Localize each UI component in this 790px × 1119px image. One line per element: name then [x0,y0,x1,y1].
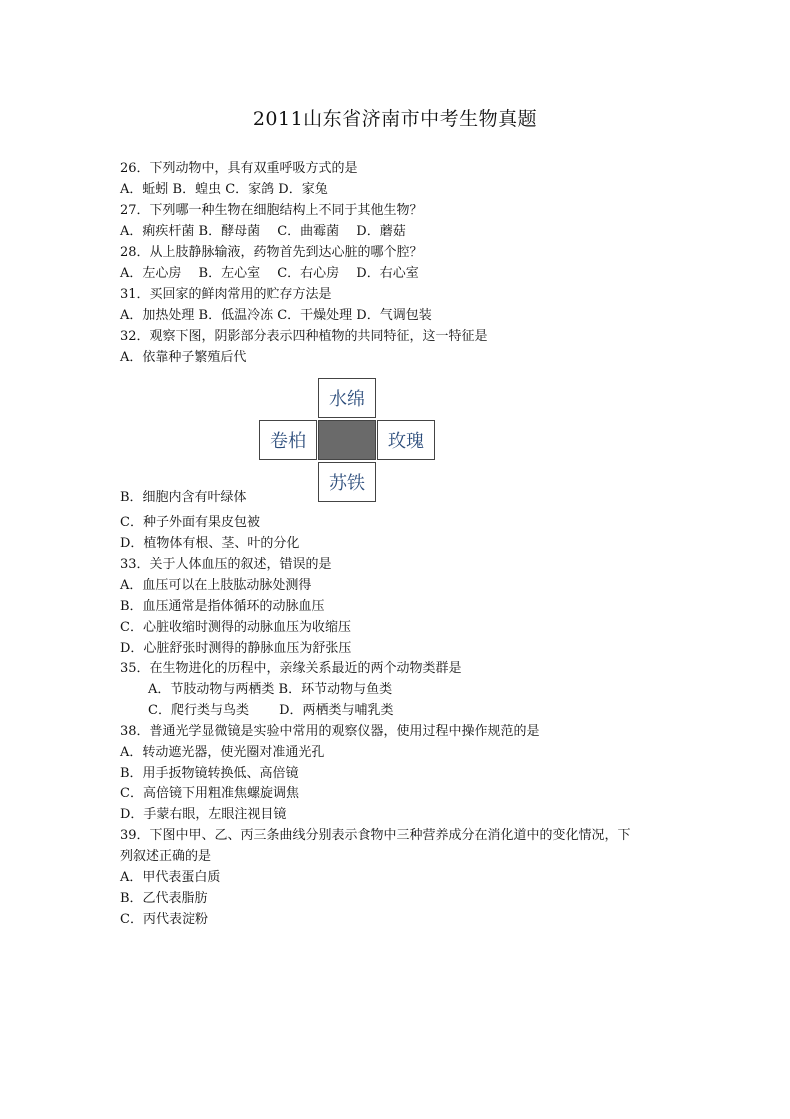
question-32: 32．观察下图，阴影部分表示四种植物的共同特征，这一特征是 [120,329,488,344]
question-38: 38．普通光学显微镜是实验中常用的观察仪器，使用过程中操作规范的是 [120,724,540,739]
question-38-option-c: C．高倍镜下用粗准焦螺旋调焦 [120,786,299,801]
diagram-shaded-center [318,420,376,460]
question-39-option-a: A．甲代表蛋白质 [120,870,221,885]
question-33-option-d: D．心脏舒张时测得的静脉血压为舒张压 [120,641,352,656]
question-31: 31．买回家的鲜肉常用的贮存方法是 [120,287,332,302]
question-39-option-c: C．丙代表淀粉 [120,912,208,927]
question-31-options: A．加热处理 B．低温冷冻 C．干燥处理 D．气调包装 [120,308,432,323]
question-35-options-ab: A．节肢动物与两栖类 B．环节动物与鱼类 [148,682,393,697]
question-39-option-b: B．乙代表脂肪 [120,891,208,906]
question-26-options: A．蚯蚓 B．蝗虫 C．家鸽 D．家兔 [120,182,328,197]
question-33-option-b: B．血压通常是指体循环的动脉血压 [120,599,325,614]
diagram-cell-right: 玫瑰 [377,420,435,460]
question-27-options: A．痢疾杆菌 B．酵母菌 C．曲霉菌 D．蘑菇 [120,224,406,239]
plant-venn-diagram [259,378,435,502]
question-38-option-b: B．用手扳物镜转换低、高倍镜 [120,766,299,781]
diagram-cell-top: 水绵 [318,378,376,418]
question-33-option-c: C．心脏收缩时测得的动脉血压为收缩压 [120,620,351,635]
question-32-option-b: B．细胞内含有叶绿体 [120,490,247,505]
question-38-option-d: D．手蒙右眼，左眼注视目镜 [120,807,287,822]
question-28-options: A．左心房 B．左心室 C．右心房 D．右心室 [120,266,419,281]
question-35: 35．在生物进化的历程中，亲缘关系最近的两个动物类群是 [120,661,462,676]
question-39: 39．下图中甲、乙、丙三条曲线分别表示食物中三种营养成分在消化道中的变化情况，下 [120,828,631,843]
diagram-cell-bottom: 苏铁 [318,462,376,502]
question-32-option-c: C．种子外面有果皮包被 [120,515,260,530]
page-title: 2011山东省济南市中考生物真题 [252,108,538,130]
question-32-option-d: D．植物体有根、茎、叶的分化 [120,536,300,551]
question-38-option-a: A．转动遮光器，使光圈对准通光孔 [120,745,325,760]
diagram-cell-left: 卷柏 [259,420,317,460]
question-35-options-cd: C．爬行类与鸟类 D．两栖类与哺乳类 [148,703,394,718]
question-26: 26．下列动物中，具有双重呼吸方式的是 [120,161,358,176]
question-33-option-a: A．血压可以在上肢肱动脉处测得 [120,578,312,593]
question-27: 27．下列哪一种生物在细胞结构上不同于其他生物？ [120,203,423,218]
question-39-cont: 列叙述正确的是 [120,849,212,864]
question-33: 33．关于人体血压的叙述，错误的是 [120,557,332,572]
question-28: 28．从上肢静脉输液，药物首先到达心脏的哪个腔？ [120,245,423,260]
question-32-option-a: A．依靠种子繁殖后代 [120,350,247,365]
